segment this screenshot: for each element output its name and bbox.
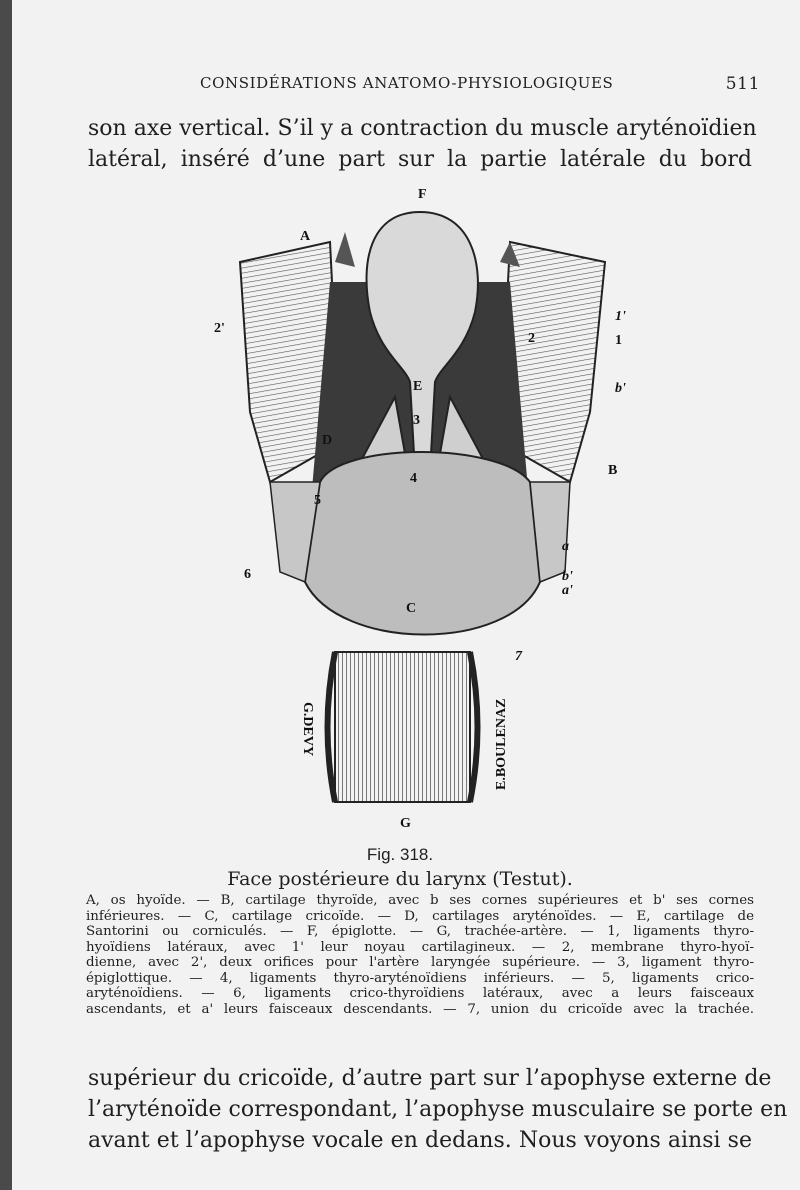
running-title: CONSIDÉRATIONS ANATOMO-PHYSIOLOGIQUES bbox=[200, 74, 614, 92]
figure-label: E bbox=[413, 379, 423, 394]
text-line: latéral, inséré d’une part sur la partie latérale du bord bbox=[88, 147, 752, 172]
page-number: 511 bbox=[725, 74, 760, 94]
figure-label: 6 bbox=[244, 567, 251, 582]
figure-label: 1 bbox=[615, 333, 622, 348]
figure-label: 7 bbox=[515, 649, 522, 664]
figure-label: C bbox=[406, 601, 417, 616]
figure-label: b' bbox=[562, 569, 573, 584]
top-paragraph bbox=[88, 113, 757, 175]
figure-label: 2 bbox=[528, 331, 535, 346]
legend-line: Santorini ou corniculés. — F, épiglotte. — G, trachée-artère. — 1, ligaments thyro- bbox=[86, 924, 754, 939]
legend-line: inférieures. — C, cartilage cricoïde. — D, cartilages aryténoïdes. — E, cartilage de bbox=[86, 908, 754, 924]
cricoid-cartilage bbox=[305, 452, 540, 635]
figure-label: 1' bbox=[615, 309, 626, 324]
legend-line: épiglottique. — 4, ligaments thyro-aryténoïdiens inférieurs. — 5, ligaments crico- bbox=[86, 970, 754, 986]
page-edge-shadow bbox=[0, 0, 12, 1190]
figure-legend bbox=[86, 893, 754, 1017]
figure-label: a' bbox=[562, 583, 573, 598]
figure-label: b' bbox=[615, 381, 626, 396]
trachea bbox=[335, 652, 470, 802]
engraver-signature: G.DEVY bbox=[300, 702, 315, 757]
figure-title: Face postérieure du larynx (Testut). bbox=[227, 868, 573, 890]
larynx-illustration bbox=[210, 182, 650, 832]
figure-label: B bbox=[608, 463, 618, 478]
bottom-paragraph bbox=[88, 1063, 788, 1156]
legend-line: dienne, avec 2', deux orifices pour l'artère laryngée supérieure. — 3, ligament thyro- bbox=[86, 955, 754, 970]
text-line: supérieur du cricoïde, d’autre part sur l’apophyse externe de bbox=[88, 1066, 772, 1091]
legend-line: hyoïdiens latéraux, avec 1' leur noyau cartilagineux. — 2, membrane thyro-hyoï- bbox=[86, 939, 754, 955]
figure-label: F bbox=[418, 187, 427, 202]
text-line: avant et l’apophyse vocale en dedans. Nous voyons ainsi se bbox=[88, 1128, 752, 1153]
text-line: son axe vertical. S’il y a contraction du muscle aryténoïdien bbox=[88, 116, 757, 141]
running-header bbox=[200, 74, 760, 96]
legend-line: ascendants, et a' leurs faisceaux descendants. — 7, union du cricoïde avec la trachée. bbox=[86, 1001, 754, 1017]
figure-label: 4 bbox=[410, 471, 417, 486]
figure-label: 2' bbox=[214, 321, 225, 336]
figure-label: 5 bbox=[314, 493, 321, 508]
engraver-signature: E.BOULENAZ bbox=[494, 698, 509, 790]
figure-label: 3 bbox=[413, 413, 420, 428]
figure-label: D bbox=[322, 433, 333, 448]
figure-label: A bbox=[300, 229, 311, 244]
legend-line: A, os hyoïde. — B, cartilage thyroïde, avec b ses cornes supérieures et b' ses cornes bbox=[86, 893, 754, 908]
text-line: l’aryténoïde correspondant, l’apophyse musculaire se porte en bbox=[88, 1097, 788, 1122]
figure-number: Fig. 318. bbox=[366, 845, 434, 864]
figure-label: a bbox=[562, 539, 569, 554]
legend-line: aryténoïdiens. — 6, ligaments crico-thyroïdiens latéraux, avec a leurs faisceaux bbox=[86, 986, 754, 1001]
figure-label: G bbox=[400, 816, 411, 831]
